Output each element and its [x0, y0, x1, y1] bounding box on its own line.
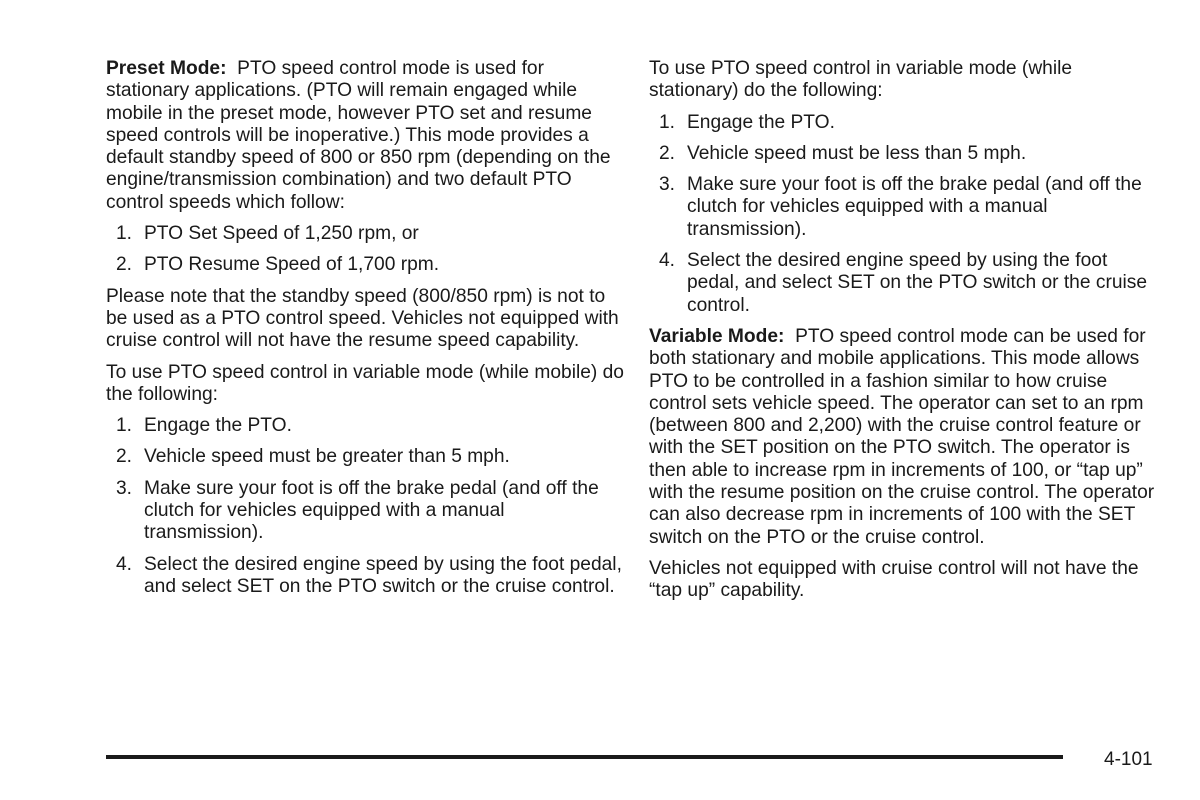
list-item-text: PTO Set Speed of 1,250 rpm, or: [144, 223, 419, 245]
list-item: [106, 554, 626, 599]
variable-mode-text: PTO speed control mode can be used for both stationary and mobile applications. This mode allows PTO to be controlled in a fashion similar to how cruise control sets vehicle speed. The operator can set to an rpm (between 800 and 2,200) with the cruise control feature or with the SET position on the PTO switch. The operator is then able to increase rpm in increments of 100, or “tap up” with the resume position on the cruise control. The operator can also decrease rpm in increments of 100 with the SET switch on the PTO or the cruise control.: [649, 325, 1155, 548]
list-item-number: 4.: [116, 553, 133, 575]
list-item: [106, 478, 626, 545]
list-item-number: 2.: [116, 446, 133, 468]
list-item-number: 3.: [659, 174, 676, 196]
list-item: [106, 415, 626, 437]
list-item: [106, 254, 626, 276]
list-item-text: Make sure your foot is off the brake pedal (and off the clutch for vehicles equipped with a manual transmission).: [687, 174, 1142, 240]
variable-mode-heading: Variable Mode:: [649, 325, 785, 347]
list-item-number: 1.: [116, 223, 133, 245]
list-item-number: 3.: [116, 477, 133, 499]
list-item: [106, 223, 626, 245]
mobile-variable-intro: To use PTO speed control in variable mode (while mobile) do the following:: [106, 361, 624, 405]
list-item: [649, 112, 1164, 134]
preset-mode-text: PTO speed control mode is used for stationary applications. (PTO will remain engaged while mobile in the preset mode, however PTO set and resume speed controls will be inoperative.) This mode provides a default standby speed of 800 or 850 rpm (depending on the engine/transmission combination) and two default PTO control speeds which follow:: [106, 58, 611, 213]
list-item-text: Engage the PTO.: [687, 111, 835, 133]
list-item: [649, 143, 1164, 165]
list-item-text: Make sure your foot is off the brake pedal (and off the clutch for vehicles equipped with a manual transmission).: [144, 477, 599, 544]
right-column: [649, 58, 1164, 612]
page-number: 4-101: [1104, 749, 1153, 770]
list-item-number: 4.: [659, 250, 676, 272]
left-column: [106, 58, 626, 607]
list-item: [649, 174, 1164, 241]
preset-speed-list: [106, 223, 626, 277]
list-item-text: Select the desired engine speed by using the foot pedal, and select SET on the PTO switch or the cruise control.: [144, 553, 622, 597]
mobile-steps-list: [106, 415, 626, 598]
list-item-number: 2.: [659, 142, 676, 164]
list-item-text: Vehicle speed must be less than 5 mph.: [687, 142, 1027, 164]
preset-mode-paragraph: [106, 58, 626, 214]
list-item-text: Select the desired engine speed by using the foot pedal, and select SET on the PTO switch or the cruise control.: [687, 250, 1148, 316]
footer-rule: [106, 755, 1063, 759]
list-item-text: Vehicle speed must be greater than 5 mph.: [144, 446, 510, 468]
no-cruise-note: Vehicles not equipped with cruise control will not have the “tap up” capability.: [649, 557, 1139, 602]
list-item: [649, 250, 1164, 317]
list-item-text: Engage the PTO.: [144, 415, 292, 437]
list-item-number: 1.: [659, 111, 676, 133]
variable-mode-paragraph: [649, 326, 1164, 549]
list-item-number: 1.: [116, 415, 133, 437]
standby-speed-note: Please note that the standby speed (800/850 rpm) is not to be used as a PTO control speed. Vehicles not equipped with cruise control will not have the resume speed capability.: [106, 285, 619, 352]
list-item-text: PTO Resume Speed of 1,700 rpm.: [144, 254, 440, 276]
stationary-variable-intro: To use PTO speed control in variable mode (while stationary) do the following:: [649, 58, 1073, 102]
stationary-steps-list: [649, 112, 1164, 317]
list-item: [106, 446, 626, 468]
preset-mode-heading: Preset Mode:: [106, 58, 227, 79]
list-item-number: 2.: [116, 254, 133, 276]
